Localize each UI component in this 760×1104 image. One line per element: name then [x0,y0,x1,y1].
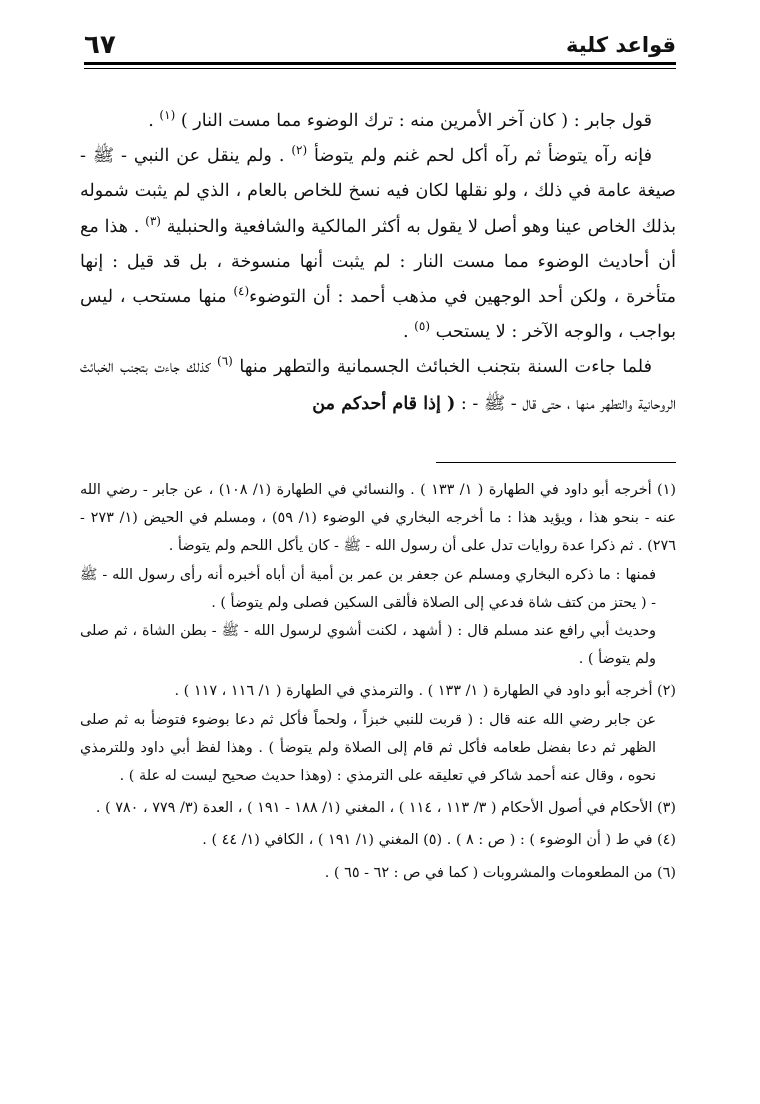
footnote-3: (٣) الأحكام في أصول الأحكام ( ٣/ ١١٣ ، ١١٤ ) ، المغني (١/ ١٨٨ - ١٩١ ) ، العدة (٣/ ٧٧٩ ، ٧٨٠ ) . [95,800,676,817]
footnote-2: (٢) أخرجه أبو داود في الطهارة ( ١/ ١٣٣ ) . والترمذي في الطهارة ( ١/ ١١٦ ، ١١٧ ) . عن جابر رضي الله عنه قال : ( قربت للنبي خبزاً ، ولحماً فأكل ثم دعا بوضوء فتوضأ به ثم صلى الظهر ثم دعا بفضل طعامه فأكل ثم قام إلى الصلاة ولم يتوضأ ) . وهذا لفظ أبي داود وللترمذي نحوه ، وقال عنه أحمد شاكر في تعليقه على الترمذي : (وهذا حديث صحيح ليست له علة ) . [80,683,676,785]
page-header [84,22,676,60]
header-rule-thin [84,68,676,69]
footnote-ref-3: (٣) [145,213,161,228]
header-rule-thick [84,62,676,65]
paragraph-2: فإنه رآه يتوضأ ثم رآه أكل لحم غنم ولم يتوضأ $^{(٢)}$ . ولم ينقل عن النبي - ﷺ - صيغة عامة في ذلك ، ولو نقلها لكان فيه نسخ للخاص بالعام ، الذي لم يثبت شموله بذلك الخاص عينا وهو أصل لا يقول به أكثر المالكية والشافعية والحنبلية $^{(٣)}$ . هذا مع أن أحاديث الوضوء مما مست النار : لم يثبت أنها منسوخة ، بل قد قيل : إنها متأخرة ، ولكن أحد الوجهين في مذهب أحمد : أن التوضوء$^{(٤)}$ منها مستحب ، ليس بواجب ، والوجه الآخر : لا يستحب $^{(٥)}$ . [80,143,676,343]
hadith-quote: ( إذا قام أحدكم من [312,392,456,414]
running-title: قواعد كلية [566,33,676,57]
main-text [80,104,676,422]
footnote-4-5: (٤) في ط ( أن الوضوء ) : ( ص : ٨ ) . (٥) المغني (١/ ١٩١ ) ، الكافي (١/ ٤٤ ) . [202,832,676,849]
paragraph-3: فلما جاءت السنة بتجنب الخبائث الجسمانية والتطهر منها $^{(٦)}$ كذلك جاءت بتجنب الخبائث الروحانية والتطهر منها ، حتى قال - ﷺ - : ( إذا قام أحدكم من [80,354,676,414]
footnote-6: (٦) من المطعومات والمشروبات ( كما في ص : ٦٢ - ٦٥ ) . [324,864,676,881]
footnote-ref-2: (٢) [291,143,308,158]
page-number: ٦٧ [84,30,116,60]
footnote-ref-1: (١) [159,108,176,123]
footnote-separator [436,462,676,463]
footnote-ref-4: (٤) [233,284,250,299]
footnote-ref-6: (٦) [217,354,233,369]
footnote-1: (١) أخرجه أبو داود في الطهارة ( ١/ ١٣٣ ) . والنسائي في الطهارة (١/ ١٠٨) ، عن جابر - رضي الله عنه - بنحو هذا ، ويؤيد هذا : ما أخرجه البخاري في الوضوء (١/ ٥٩) ، ومسلم في الحيض (١/ ٢٧٣ - ٢٧٦) . ثم ذكرا عدة روايات تدل على أن رسول الله - ﷺ - كان يأكل اللحم ولم يتوضأ . فمنها : ما ذكره البخاري ومسلم عن جعفر بن عمر بن أمية أن أباه أخبره أنه رأى رسول الله - ﷺ - ( يحتز من كتف شاة فدعي إلى الصلاة فألقى السكين فصلى ولم يتوضأ ) . وحديث أبي رافع عند مسلم قال : ( أشهد ، لكنت أشوي لرسول الله - ﷺ - بطن الشاة ، ثم صلى ولم يتوضأ ) . [80,482,676,668]
paragraph-1: قول جابر : ( كان آخر الأمرين منه : ترك الوضوء مما مست النار ) $^{(١)}$ . [148,108,652,131]
footnote-ref-5: (٥) [414,319,430,334]
footnotes [80,476,676,891]
